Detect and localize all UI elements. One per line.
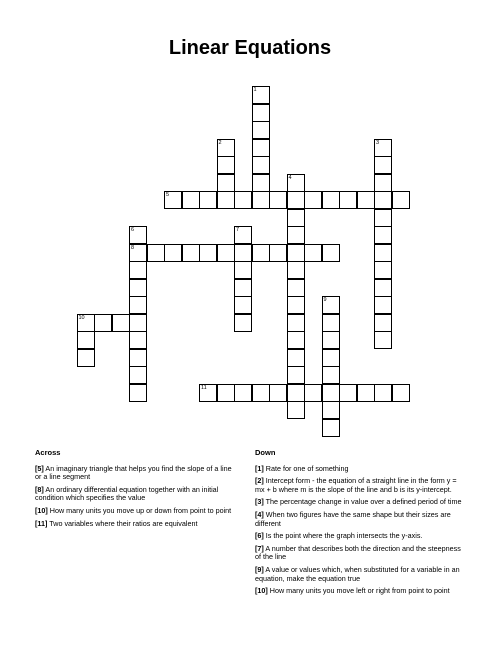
grid-cell[interactable] bbox=[252, 244, 270, 262]
grid-cell[interactable] bbox=[322, 419, 340, 437]
grid-cell[interactable] bbox=[322, 244, 340, 262]
clue-number: 5 bbox=[166, 192, 170, 198]
grid-cell[interactable] bbox=[147, 244, 165, 262]
grid-cell[interactable] bbox=[322, 401, 340, 419]
clue-down-3: [3] The percentage change in value over a defined period of time bbox=[255, 497, 462, 507]
grid-cell[interactable] bbox=[304, 244, 322, 262]
grid-cell[interactable] bbox=[217, 156, 235, 174]
grid-cell[interactable] bbox=[322, 331, 340, 349]
grid-cell[interactable] bbox=[129, 384, 147, 402]
grid-cell[interactable] bbox=[182, 244, 200, 262]
clue-number: 10 bbox=[78, 314, 85, 321]
grid-cell[interactable] bbox=[199, 384, 217, 402]
across-clues bbox=[35, 449, 235, 532]
grid-cell[interactable] bbox=[129, 314, 147, 332]
grid-cell[interactable] bbox=[287, 261, 305, 279]
clue-number: 7 bbox=[236, 227, 240, 233]
grid-cell[interactable] bbox=[234, 314, 252, 332]
grid-cell[interactable] bbox=[129, 244, 147, 262]
grid-cell[interactable] bbox=[339, 384, 357, 402]
grid-cell[interactable] bbox=[287, 244, 305, 262]
grid-cell[interactable] bbox=[392, 191, 410, 209]
grid-cell[interactable] bbox=[164, 244, 182, 262]
grid-cell[interactable] bbox=[392, 384, 410, 402]
grid-cell[interactable] bbox=[322, 384, 340, 402]
grid-cell[interactable] bbox=[287, 366, 305, 384]
grid-cell[interactable] bbox=[287, 174, 305, 192]
grid-cell[interactable] bbox=[269, 244, 287, 262]
grid-cell[interactable] bbox=[252, 156, 270, 174]
clue-number: 3 bbox=[376, 139, 380, 146]
grid-cell[interactable] bbox=[252, 104, 270, 122]
across-heading: Across bbox=[35, 448, 61, 457]
grid-cell[interactable] bbox=[374, 261, 392, 279]
grid-cell[interactable] bbox=[129, 366, 147, 384]
grid-cell[interactable] bbox=[129, 226, 147, 244]
clue-number: 11 bbox=[201, 384, 207, 391]
grid-cell[interactable] bbox=[252, 384, 270, 402]
grid-cell[interactable] bbox=[374, 331, 392, 349]
grid-cell[interactable] bbox=[287, 279, 305, 297]
grid-cell[interactable] bbox=[322, 296, 340, 314]
clue-down-6: [6] Is the point where the graph intersects the y-axis. bbox=[255, 531, 423, 541]
grid-cell[interactable] bbox=[287, 349, 305, 367]
down-clues bbox=[255, 449, 465, 600]
grid-cell[interactable] bbox=[234, 384, 252, 402]
grid-cell[interactable] bbox=[199, 244, 217, 262]
grid-cell[interactable] bbox=[374, 314, 392, 332]
grid-cell[interactable] bbox=[77, 349, 95, 367]
grid-cell[interactable] bbox=[234, 226, 252, 244]
clue-across-5: [5] An imaginary triangle that helps you find the slope of a line or a line segment bbox=[35, 463, 232, 482]
clue-across-10: [10] How many units you move up or down from point to point bbox=[35, 505, 232, 515]
grid-cell[interactable] bbox=[252, 121, 270, 139]
grid-cell[interactable] bbox=[374, 296, 392, 314]
grid-cell[interactable] bbox=[234, 279, 252, 297]
grid-cell[interactable] bbox=[304, 191, 322, 209]
grid-cell[interactable] bbox=[322, 314, 340, 332]
grid-cell[interactable] bbox=[199, 191, 217, 209]
grid-cell[interactable] bbox=[269, 191, 287, 209]
grid-cell[interactable] bbox=[322, 191, 340, 209]
grid-cell[interactable] bbox=[287, 209, 305, 227]
grid-cell[interactable] bbox=[287, 331, 305, 349]
grid-cell[interactable] bbox=[252, 86, 270, 104]
grid-cell[interactable] bbox=[374, 174, 392, 192]
grid-cell[interactable] bbox=[374, 209, 392, 227]
grid-cell[interactable] bbox=[339, 191, 357, 209]
grid-cell[interactable] bbox=[357, 191, 375, 209]
clue-number: 2 bbox=[218, 139, 222, 146]
clue-down-4: [4] When two figures have the same shape but their sizes are different bbox=[255, 509, 451, 528]
grid-cell[interactable] bbox=[129, 349, 147, 367]
grid-cell[interactable] bbox=[182, 191, 200, 209]
grid-cell[interactable] bbox=[287, 226, 305, 244]
grid-cell[interactable] bbox=[269, 384, 287, 402]
grid-cell[interactable] bbox=[129, 331, 147, 349]
grid-cell[interactable] bbox=[374, 279, 392, 297]
grid-cell[interactable] bbox=[129, 261, 147, 279]
grid-cell[interactable] bbox=[217, 191, 235, 209]
grid-cell[interactable] bbox=[217, 139, 235, 157]
clue-down-2: [2] Intercept form - the equation of a straight line in the form y = mx + b where m is the slope of the line and b is its y-intercept. bbox=[255, 476, 457, 494]
grid-cell[interactable] bbox=[287, 401, 305, 419]
grid-cell[interactable] bbox=[94, 314, 112, 332]
clue-number: 9 bbox=[323, 297, 327, 303]
clue-number: 8 bbox=[131, 244, 135, 251]
clue-down-9: [9] A value or values which, when substituted for a variable in an equation, make the equation true bbox=[255, 564, 460, 583]
grid-cell[interactable] bbox=[112, 314, 130, 332]
grid-cell[interactable] bbox=[304, 384, 322, 402]
grid-cell[interactable] bbox=[287, 314, 305, 332]
grid-cell[interactable] bbox=[322, 366, 340, 384]
clue-across-8: [8] An ordinary differential equation together with an initial condition which specifies the value bbox=[35, 484, 219, 503]
grid-cell[interactable] bbox=[217, 244, 235, 262]
clue-number: 1 bbox=[253, 87, 257, 93]
grid-cell[interactable] bbox=[287, 384, 305, 402]
grid-cell[interactable] bbox=[374, 139, 392, 157]
down-heading: Down bbox=[255, 448, 276, 457]
grid-cell[interactable] bbox=[234, 191, 252, 209]
grid-cell[interactable] bbox=[252, 191, 270, 209]
grid-cell[interactable] bbox=[374, 226, 392, 244]
clue-down-7: [7] A number that describes both the direction and the steepness of the line bbox=[255, 543, 461, 562]
grid-cell[interactable] bbox=[252, 139, 270, 157]
grid-cell[interactable] bbox=[217, 174, 235, 192]
grid-cell[interactable] bbox=[129, 279, 147, 297]
grid-cell[interactable] bbox=[164, 191, 182, 209]
puzzle-title: Linear Equations bbox=[168, 37, 332, 59]
grid-cell[interactable] bbox=[252, 174, 270, 192]
clue-down-1: [1] Rate for one of something bbox=[255, 463, 349, 473]
clue-number: 6 bbox=[131, 227, 135, 233]
grid-cell[interactable] bbox=[234, 261, 252, 279]
grid-cell[interactable] bbox=[287, 296, 305, 314]
grid-cell[interactable] bbox=[374, 244, 392, 262]
grid-cell[interactable] bbox=[357, 384, 375, 402]
grid-cell[interactable] bbox=[77, 331, 95, 349]
grid-cell[interactable] bbox=[217, 384, 235, 402]
grid-cell[interactable] bbox=[374, 384, 392, 402]
grid-cell[interactable] bbox=[77, 314, 95, 332]
grid-cell[interactable] bbox=[234, 296, 252, 314]
grid-cell[interactable] bbox=[287, 191, 305, 209]
clue-across-11: [11] Two variables where their ratios are equivalent bbox=[35, 518, 198, 528]
clue-number: 4 bbox=[288, 174, 292, 181]
grid-cell[interactable] bbox=[374, 191, 392, 209]
grid-cell[interactable] bbox=[374, 156, 392, 174]
clue-down-10: [10] How many units you move left or right from point to point bbox=[255, 586, 450, 596]
grid-cell[interactable] bbox=[129, 296, 147, 314]
grid-cell[interactable] bbox=[322, 349, 340, 367]
grid-cell[interactable] bbox=[234, 244, 252, 262]
